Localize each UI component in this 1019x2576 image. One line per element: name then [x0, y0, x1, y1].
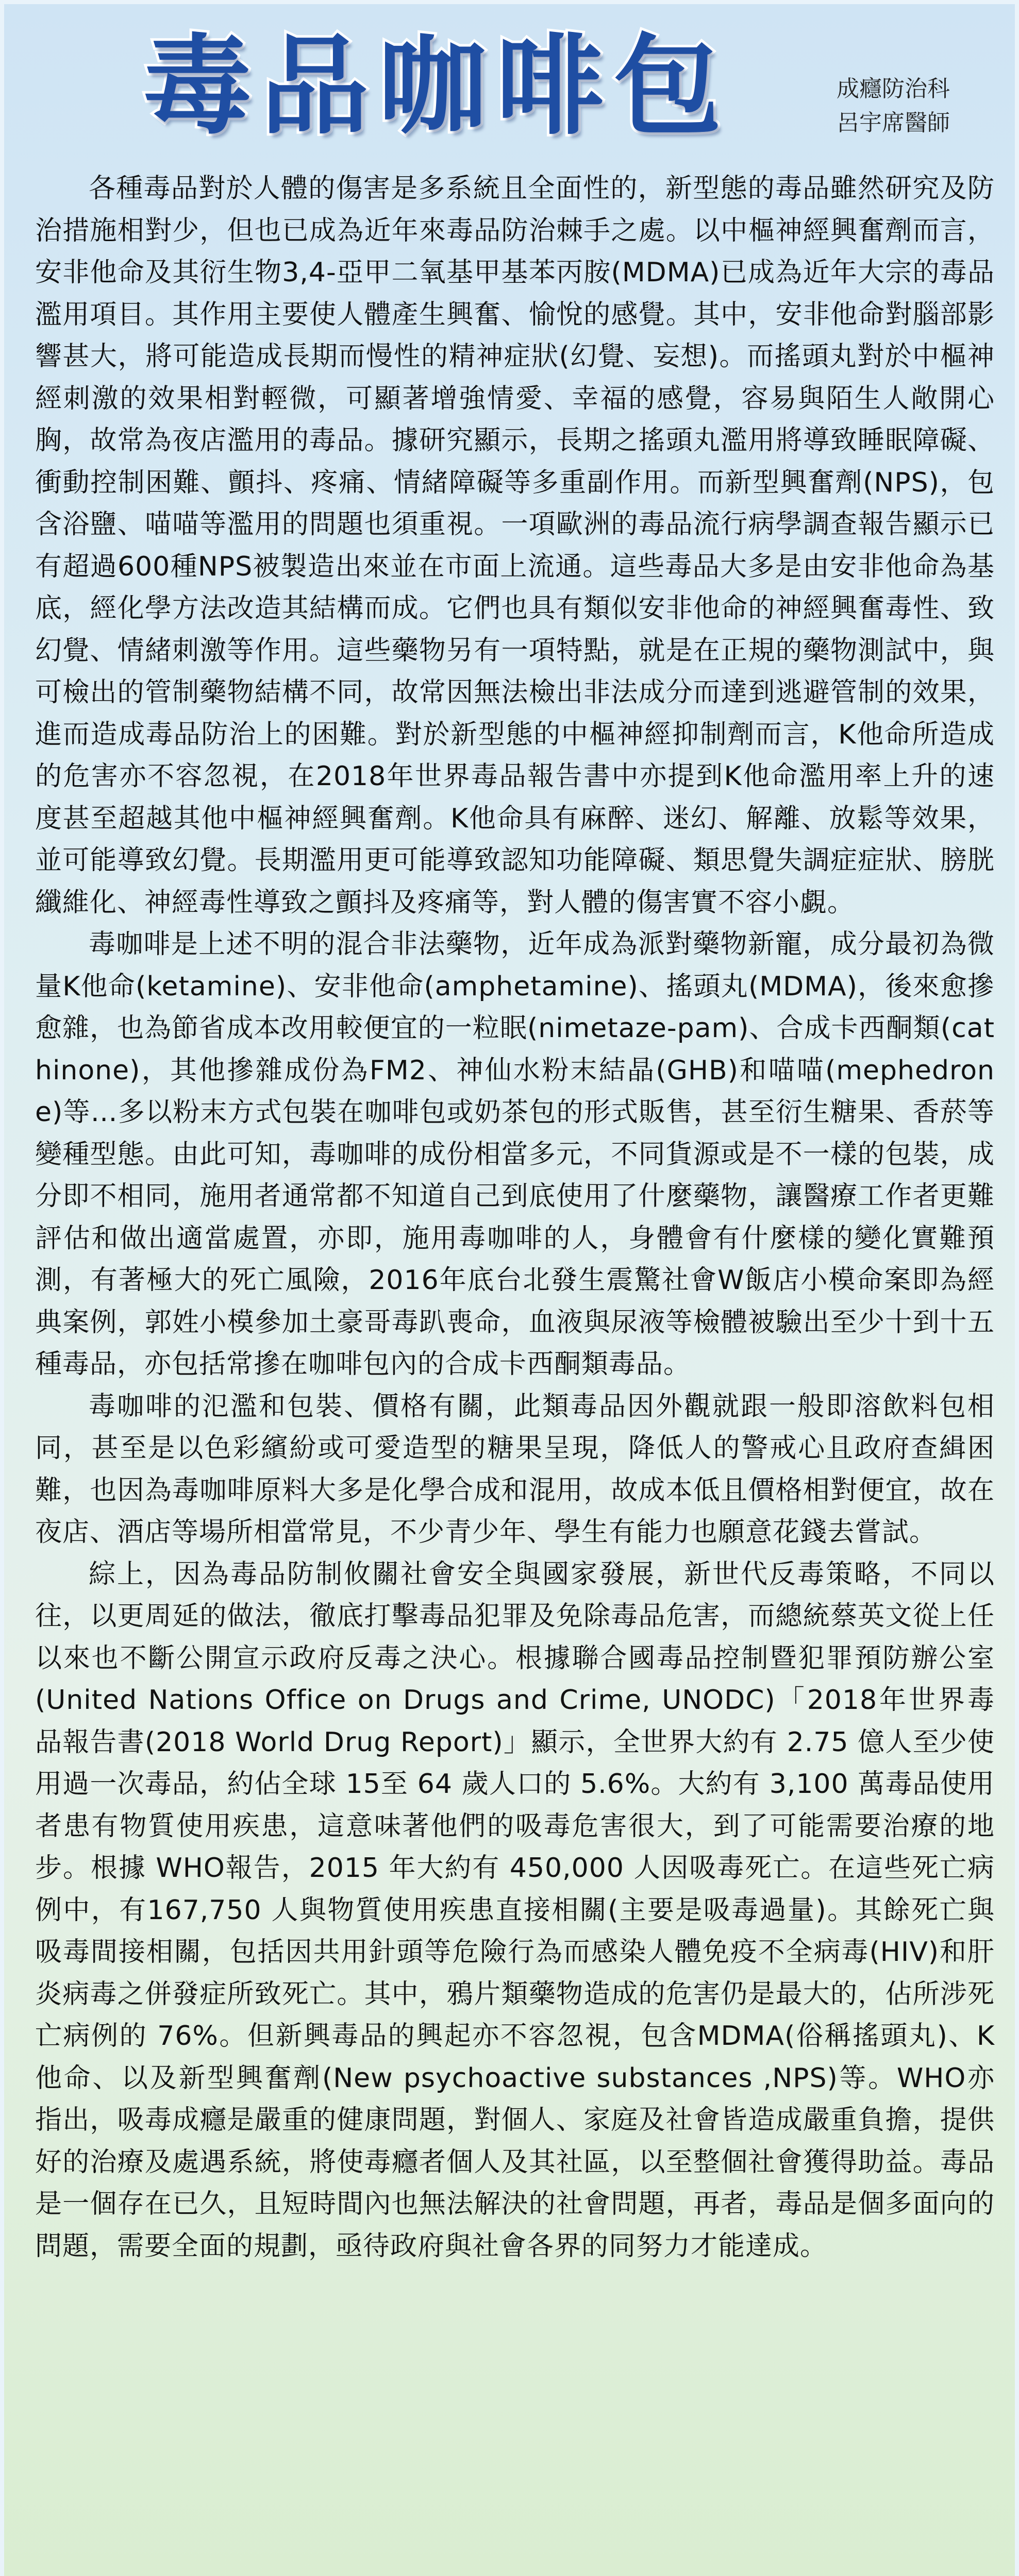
paragraph: 毒咖啡是上述不明的混合非法藥物，近年成為派對藥物新寵，成分最初為微量K他命(ketamine)、安非他命(amphetamine)、搖頭丸(MDMA)，後來愈摻愈雜，也為節省成本改用較便宜的一粒眠(nimetaze-pam)、合成卡西酮類(cathinone)，其他摻雜成份為FM2、神仙水粉末結晶(GHB)和喵喵(mephedrone)等…多以粉末方式包裝在咖啡包或奶茶包的形式販售，甚至衍生糖果、香菸等變種型態。由此可知，毒咖啡的成份相當多元，不同貨源或是不一樣的包裝，成分即不相同，施用者通常都不知道自己到底使用了什麼藥物，讓醫療工作者更難評估和做出適當處置，亦即，施用毒咖啡的人，身體會有什麼樣的變化實難預測，有著極大的死亡風險，2016年底台北發生震驚社會W飯店小模命案即為經典案例，郭姓小模參加土豪哥毒趴喪命，血液與尿液等檢體被驗出至少十到十五種毒品，亦包括常摻在咖啡包內的合成卡西酮類毒品。 — [35, 929, 995, 1380]
article-header — [4, 4, 1019, 159]
paragraph: 毒咖啡的氾濫和包裝、價格有關，此類毒品因外觀就跟一般即溶飲料包相同，甚至是以色彩繽紛或可愛造型的糖果呈現，降低人的警戒心且政府查緝困難，也因為毒咖啡原料大多是化學合成和混用，故成本低且價格相對便宜，故在夜店、酒店等場所相當常見，不少青少年、學生有能力也願意花錢去嘗試。 — [35, 1391, 995, 1548]
author-name: 呂宇席醫師 — [837, 110, 950, 136]
department-name: 成癮防治科 — [837, 76, 950, 102]
paragraph: 各種毒品對於人體的傷害是多系統且全面性的，新型態的毒品雖然研究及防治措施相對少，但也已成為近年來毒品防治棘手之處。以中樞神經興奮劑而言，安非他命及其衍生物3,4-亞甲二氧基甲基苯丙胺(MDMA)已成為近年大宗的毒品濫用項目。其作用主要使人體產生興奮、愉悅的感覺。其中，安非他命對腦部影響甚大，將可能造成長期而慢性的精神症狀(幻覺、妄想)。而搖頭丸對於中樞神經刺激的效果相對輕微，可顯著增強情愛、幸福的感覺，容易與陌生人敞開心胸，故常為夜店濫用的毒品。據研究顯示，長期之搖頭丸濫用將導致睡眠障礙、衝動控制困難、顫抖、疼痛、情緒障礙等多重副作用。而新型興奮劑(NPS)，包含浴鹽、喵喵等濫用的問題也須重視。一項歐洲的毒品流行病學調查報告顯示已有超過600種NPS被製造出來並在市面上流通。這些毒品大多是由安非他命為基底，經化學方法改造其結構而成。它們也具有類似安非他命的神經興奮毒性、致幻覺、情緒刺激等作用。這些藥物另有一項特點，就是在正規的藥物測試中，與可檢出的管制藥物結構不同，故常因無法檢出非法成分而達到逃避管制的效果，進而造成毒品防治上的困難。對於新型態的中樞神經抑制劑而言，K他命所造成的危害亦不容忽視，在2018年世界毒品報告書中亦提到K他命濫用率上升的速度甚至超越其他中樞神經興奮劑。K他命具有麻醉、迷幻、解離、放鬆等效果，並可能導致幻覺。長期濫用更可能導致認知功能障礙、類思覺失調症症狀、膀胱纖維化、神經毒性導致之顫抖及疼痛等，對人體的傷害實不容小覷。 — [35, 173, 995, 918]
byline — [837, 72, 950, 140]
article-title: 毒品咖啡包 — [143, 23, 731, 149]
article-body — [35, 168, 995, 2267]
paragraph: 綜上，因為毒品防制攸關社會安全與國家發展，新世代反毒策略，不同以往，以更周延的做法，徹底打擊毒品犯罪及免除毒品危害，而總統蔡英文從上任以來也不斷公開宣示政府反毒之決心。根據聯合國毒品控制暨犯罪預防辦公室(United Nations Office on Drugs and Crime, UNODC)「2018年世界毒品報告書(2018 World Drug Report)」顯示，全世界大約有 2.75 億人至少使用過一次毒品，約佔全球 15至 64 歲人口的 5.6%。大約有 3,100 萬毒品使用者患有物質使用疾患，這意味著他們的吸毒危害很大，到了可能需要治療的地步。根據 WHO報告，2015 年大約有 450,000 人因吸毒死亡。在這些死亡病例中，有167,750 人與物質使用疾患直接相關(主要是吸毒過量)。其餘死亡與吸毒間接相關，包括因共用針頭等危險行為而感染人體免疫不全病毒(HIV)和肝炎病毒之併發症所致死亡。其中，鴉片類藥物造成的危害仍是最大的，佔所涉死亡病例的 76%。但新興毒品的興起亦不容忽視，包含MDMA(俗稱搖頭丸)、K他命、以及新型興奮劑(New psychoactive substances ,NPS)等。WHO亦指出，吸毒成癮是嚴重的健康問題，對個人、家庭及社會皆造成嚴重負擔，提供好的治療及處遇系統，將使毒癮者個人及其社區，以至整個社會獲得助益。毒品是一個存在已久，且短時間內也無法解決的社會問題，再者，毒品是個多面向的問題，需要全面的規劃，亟待政府與社會各界的同努力才能達成。 — [35, 1558, 995, 2262]
